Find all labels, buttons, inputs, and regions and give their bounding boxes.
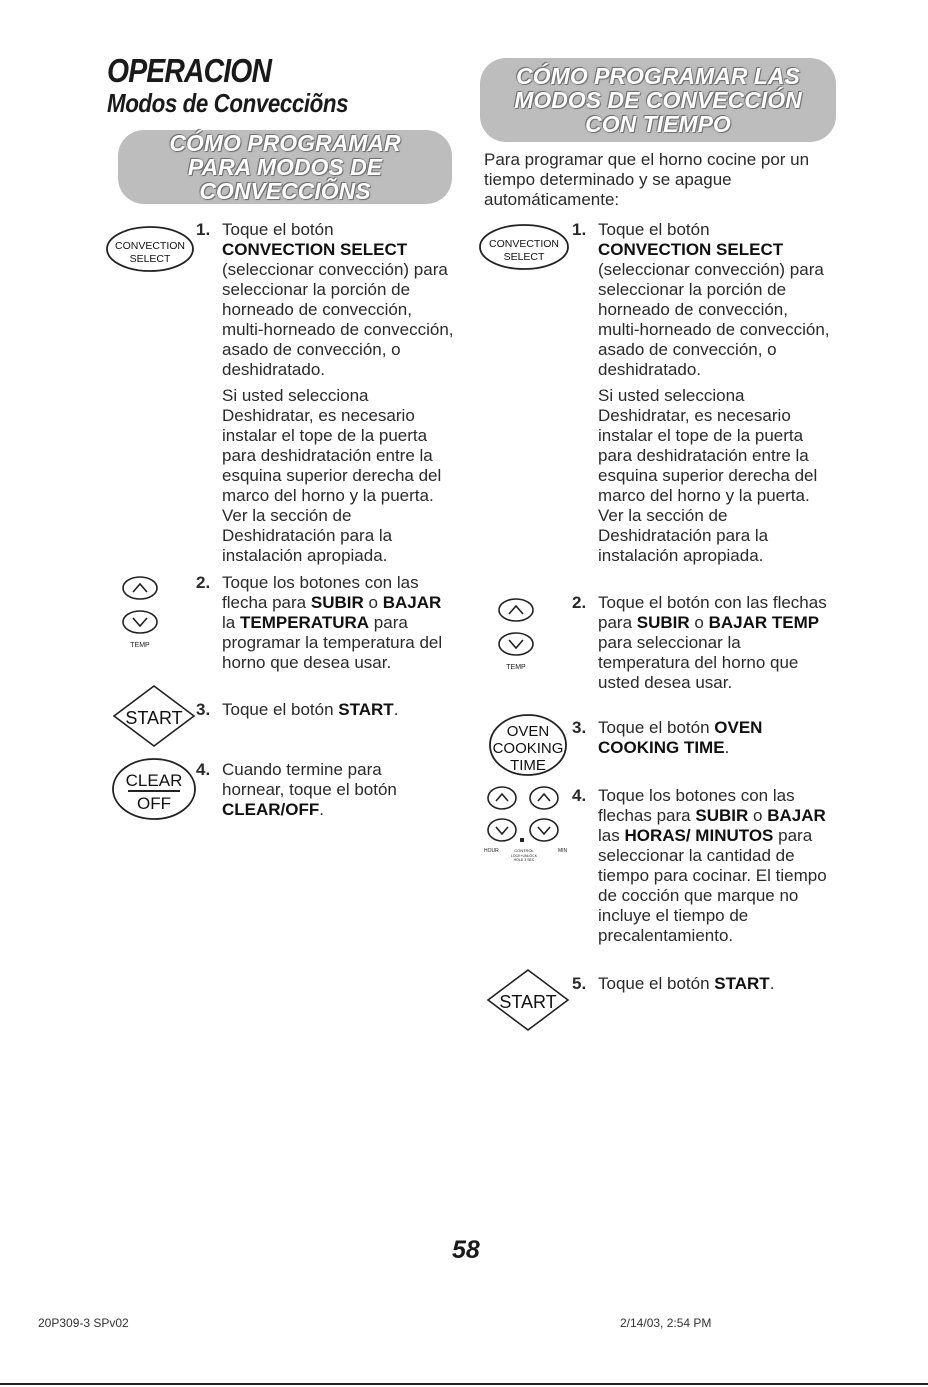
step-note: Si usted selecciona Deshidratar, es necesario instalar el tope de la puerta para deshidratación entre la esquina superior derecha del marco del horno y la puerta. Ver la sección de Deshidratación para la instalación apropiada. [222,386,442,565]
footer-timestamp: 2/14/03, 2:54 PM [620,1316,712,1330]
svg-text:START: START [125,708,183,728]
bottom-rule [0,1383,928,1385]
page-number: 58 [452,1236,480,1264]
footer-doc-id: 20P309-3 SPv02 [38,1316,129,1330]
svg-text:TEMP: TEMP [506,664,526,671]
svg-text:CONTROL: CONTROL [514,848,534,853]
svg-text:CONVECTION: CONVECTION [114,240,186,252]
svg-text:COOKING: COOKING [492,740,564,757]
hour-min-arrows-icon [476,780,576,864]
step-number: 1. [196,220,211,239]
svg-text:TIME: TIME [510,757,546,774]
svg-text:HOUR: HOUR [484,848,499,854]
svg-text:TEMP: TEMP [130,642,150,649]
svg-text:SELECT: SELECT [129,253,171,265]
svg-text:OVEN: OVEN [506,723,550,740]
oven-cooking-time-button-icon [486,712,570,778]
right-section-banner [480,58,836,142]
svg-text:CLEAR: CLEAR [125,771,183,790]
step-note: Si usted selecciona Deshidratar, es necesario instalar el tope de la puerta para deshidratación entre la esquina superior derecha del marco del horno y la puerta. Ver la sección de Deshidratación para la instalación apropiada. [598,386,818,565]
svg-text:OFF: OFF [137,794,171,813]
clear-off-button-icon [108,756,200,822]
convection-select-button-icon [104,224,196,274]
convection-select-button-icon [477,222,571,272]
right-banner-text: CÓMO PROGRAMAR LAS MODOS DE CONVECCIÓN CON TIEMPO [514,63,802,137]
svg-text:START: START [499,992,557,1012]
left-section-banner [118,130,452,204]
svg-text:LOCK+UNLOCK: LOCK+UNLOCK [510,854,538,858]
start-button-icon [484,968,572,1032]
button-name: CONVECTION SELECT [222,240,408,259]
temp-up-down-icon [494,596,542,674]
svg-text:MIN: MIN [558,848,568,854]
start-button-icon [110,684,198,748]
svg-text:HOLD 3 SEC: HOLD 3 SEC [513,858,535,862]
page-subtitle: Modos de Convecciõns [107,88,349,118]
temp-up-down-icon [118,574,166,652]
page-title: OPERACION [107,52,272,89]
svg-text:CONVECTION: CONVECTION [488,238,560,250]
svg-text:SELECT: SELECT [503,251,545,263]
left-banner-text: CÓMO PROGRAMAR PARA MODOS DE CONVECCIÕNS [169,130,401,204]
right-intro: Para programar que el horno cocine por un tiempo determinado y se apague automáticamente: [484,150,810,209]
